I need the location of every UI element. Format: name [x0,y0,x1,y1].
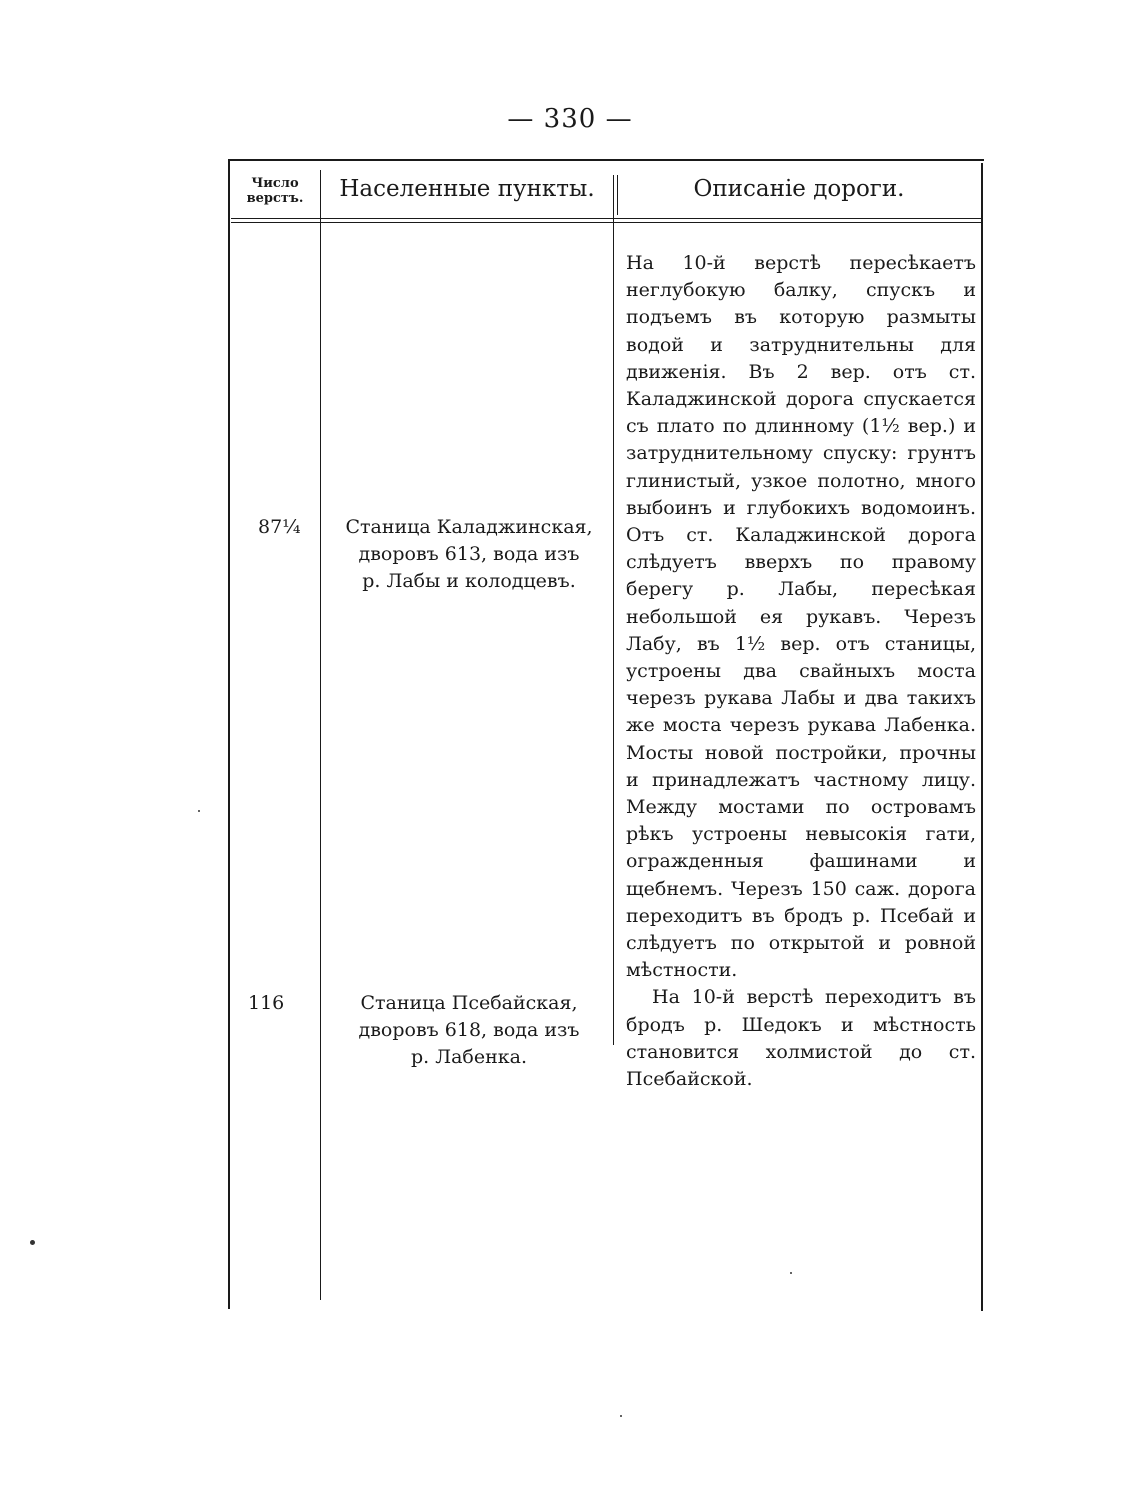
road-description [626,250,976,1093]
header-versts [231,176,319,206]
row-2-place-line: Станица Псебайская, [360,992,578,1014]
table-left-border [228,159,230,1309]
row-2-place [334,990,604,1071]
row-1-place [334,514,604,595]
header-versts-line1: Число [251,176,299,191]
row-1-place-line: Станица Каладжинская, [345,516,593,538]
description-paragraph-2: На 10-й верстѣ переходитъ въ бродъ р. Шедокъ и мѣстность становится холмистой до ст. Псебайской. [626,986,976,1091]
header-bottom-rule-2 [231,222,982,223]
row-2-place-line: дворовъ 618, вода изъ [358,1019,580,1041]
table-right-border [981,163,983,1311]
scan-speck [790,1272,792,1274]
row-2-place-line: р. Лабенка. [410,1046,527,1068]
header-description: Описаніе дороги. [693,176,905,202]
column-divider-1 [320,170,321,1300]
row-1-place-line: дворовъ 613, вода изъ [358,543,580,565]
row-2-versts: 116 [248,992,285,1014]
header-places: Населенные пункты. [339,176,595,202]
row-1-versts: 87¼ [258,516,301,538]
scan-speck [198,810,200,812]
page-number: — 330 — [507,104,633,134]
table-top-rule [229,159,984,161]
header-versts-line2: верстъ. [246,191,304,206]
scan-speck [30,1240,35,1245]
description-paragraph-1: На 10-й верстѣ пересѣкаетъ неглубокую балку, спускъ и подъемъ въ которую размыты водой и затруднительны для движенія. Въ 2 вер. отъ ст. Каладжинской дорога спускается съ плато по длинному (1½ вер.) и затруднительному спуску: грунтъ глинистый, узкое полотно, много выбоинъ и глубокихъ водомоинъ. Отъ ст. Каладжинской дорога слѣдуетъ вверхъ по правому берегу р. Лабы, пересѣкая небольшой ея рукавъ. Черезъ Лабу, въ 1½ вер. отъ станицы, устроены два свайныхъ моста черезъ рукава Лабы и два такихъ же моста черезъ рукава Лабенка. Мосты новой постройки, прочны и принадлежатъ частному лицу. Между мостами по островамъ рѣкъ устроены невысокія гати, огражденныя фашинами и щебнемъ. Черезъ 150 саж. дорога переходитъ въ бродъ р. Псебай и слѣдуетъ по открытой и ровной мѣстности. [626,252,976,982]
scan-speck [620,1415,622,1417]
row-1-place-line: р. Лабы и колодцевъ. [362,570,576,592]
header-bottom-rule [231,218,982,219]
column-divider-2 [613,175,614,1045]
